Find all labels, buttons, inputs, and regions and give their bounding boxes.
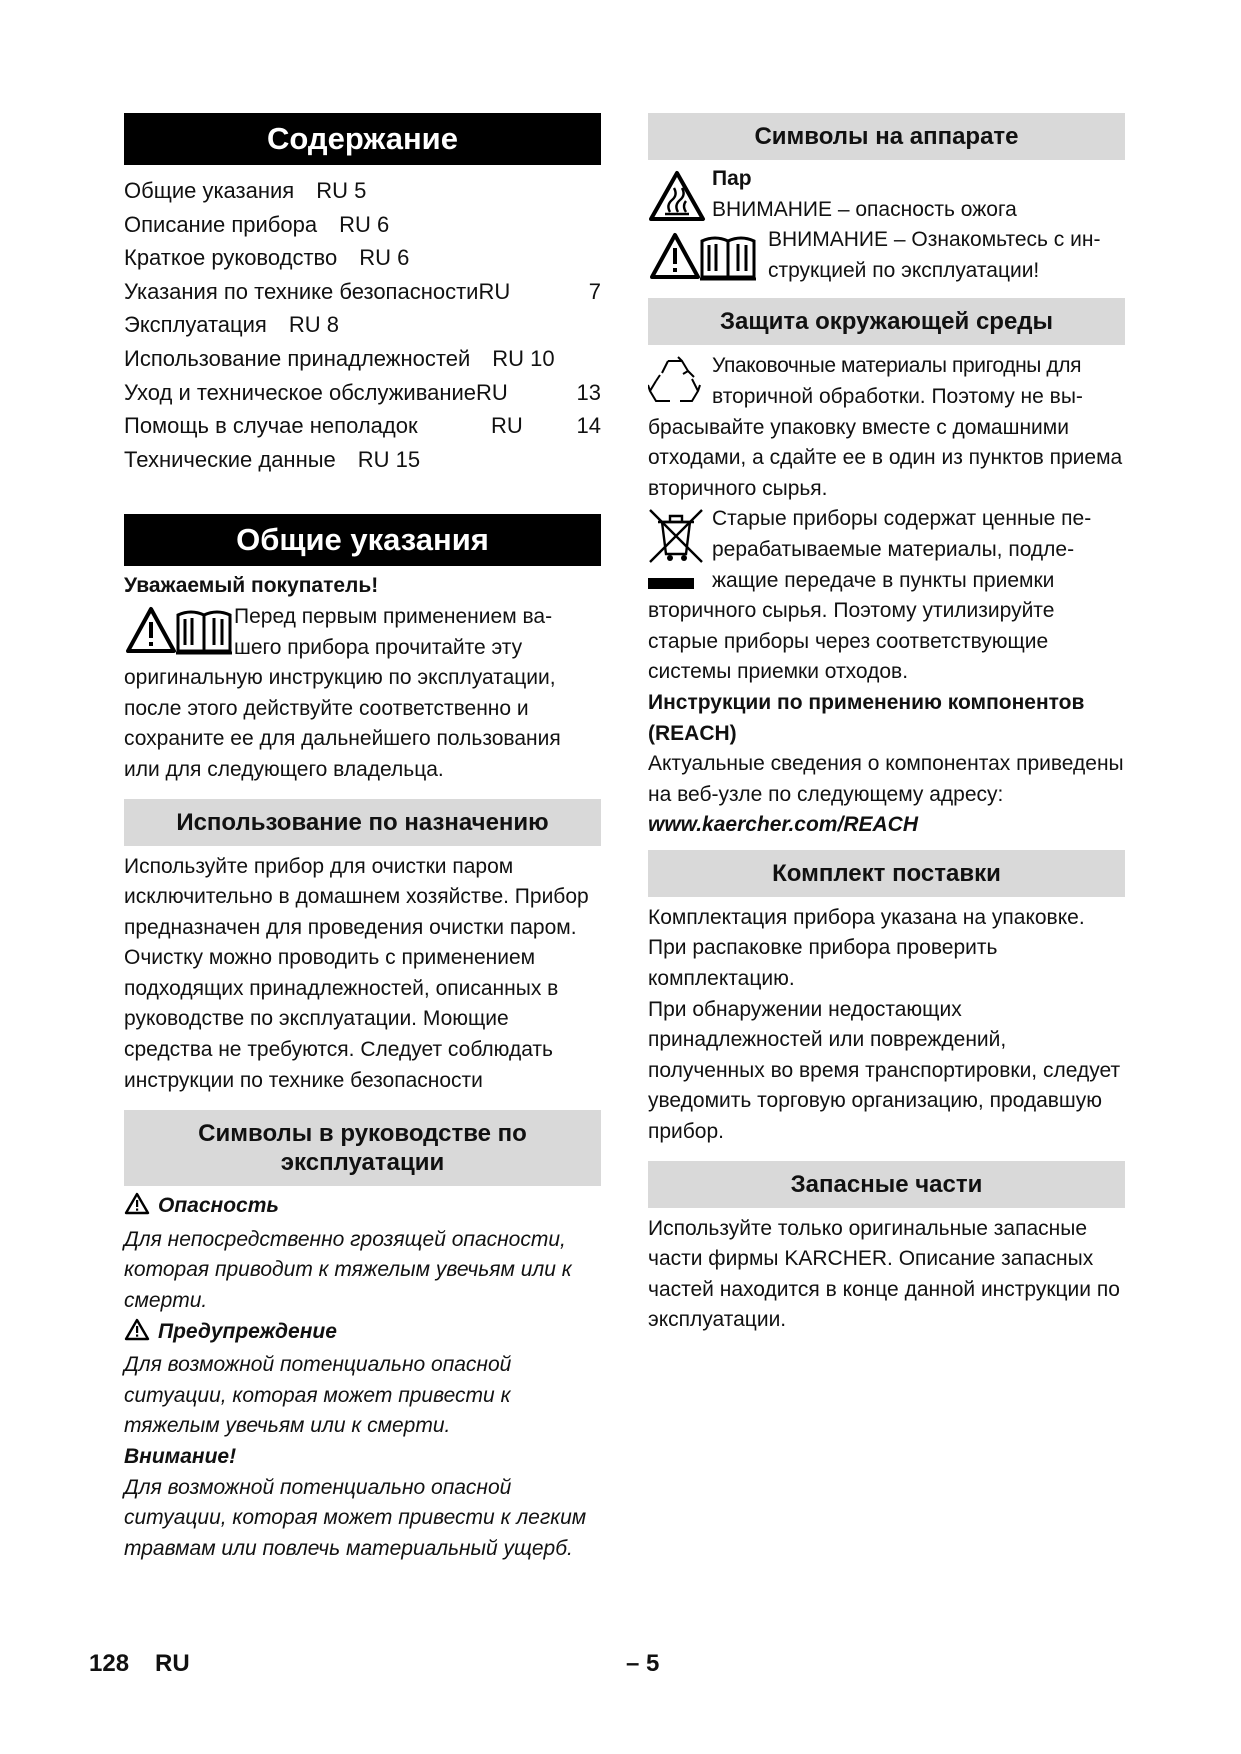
warning-book-icon (648, 225, 768, 283)
hot-steam-warning-icon (648, 164, 712, 222)
packaging-text: брасывайте упаковку вместе с домашними отходами, а сдайте ее в один из пунктов приема вторичного сырья. (648, 415, 1123, 500)
steam-text: ВНИМАНИЕ – опасность ожога (712, 197, 1017, 221)
table-of-contents (124, 174, 601, 476)
toc-item[interactable]: Описание прибора RU 6 (124, 211, 390, 237)
intro-with-icons: Перед первым применением ва- шего прибора прочитайте эту (124, 602, 601, 663)
old-devices-text: вторичного сырья. Поэтому утилизируйте старые приборы через соответствующие системы приемки отходов. (648, 599, 1055, 684)
steam-symbol (648, 164, 1125, 225)
old-devices: Старые приборы содержат ценные пе- рерабатываемые материалы, подле- жащие передаче в пункты приемки (648, 504, 1125, 596)
device-symbols-title: Символы на аппарате (648, 113, 1125, 160)
steam-title: Пар (712, 167, 752, 190)
manual-symbols-title: Символы в руководстве по эксплуатации (124, 1110, 601, 1186)
spares-title: Запасные части (648, 1161, 1125, 1208)
warning-book-icon (124, 602, 234, 657)
toc-item[interactable]: Указания по технике безопасностиRU 7 (124, 278, 601, 304)
usage-text: Используйте прибор для очистки паром исключительно в домашнем хозяйстве. Прибор предназначен для проведения очистки паром. Очистку можно проводить с применением подходящих принадлежностей, описанных в руководстве по эксплуатации. Моющие средства не требуются. Следует соблюдать инструкции по технике безопасности (124, 854, 589, 1092)
environment-title: Защита окружающей среды (648, 298, 1125, 345)
footer-section-page: – 5 (626, 1650, 660, 1677)
reach-title: Инструкции по применению компонентов (REACH) (648, 690, 1085, 745)
toc-title: Содержание (124, 113, 601, 165)
left-column (124, 113, 601, 1564)
greeting: Уважаемый покупатель! (124, 574, 379, 598)
reach-text: Актуальные сведения о компонентах приведены на веб-узле по следующему адресу: (648, 752, 1124, 806)
caution-heading: Внимание! (124, 1445, 237, 1468)
warning-icon (124, 1192, 150, 1225)
crossed-bin-icon (648, 504, 712, 564)
delivery-text-2: При обнаружении недостающих принадлежностей или повреждений, полученных во время транспортировки, следует уведомить торговую организацию, продавшую прибор. (648, 997, 1121, 1144)
reach-link[interactable]: www.kaercher.com/REACH (648, 813, 918, 837)
general-title: Общие указания (124, 514, 601, 566)
toc-item[interactable]: Помощь в случае неполадок RU 14 (124, 413, 601, 439)
warning-icon (124, 1318, 150, 1351)
recycle-icon (648, 351, 712, 405)
toc-item[interactable]: Уход и техническое обслуживаниеRU 13 (124, 379, 601, 405)
caution-text: Для возможной потенциально опасной ситуации, которая может привести к легким травмам или повлечь материальный ущерб. (124, 1475, 587, 1560)
toc-item[interactable]: Использование принадлежностей RU 10 (124, 345, 555, 371)
spares-text: Используйте только оригинальные запасные части фирмы KARCHER. Описание запасных частей находится в конце данной инструкции по эксплуатации. (648, 1216, 1120, 1332)
delivery-title: Комплект поставки (648, 850, 1125, 897)
toc-item[interactable]: Эксплуатация RU 8 (124, 312, 339, 338)
general-text: оригинальную инструкцию по эксплуатации, после этого действуйте соответственно и сохраните ее для дальнейшего пользования или для следующего владельца. (124, 666, 561, 781)
packaging-recycle: Упаковочные материалы пригодны для вторичной обработки. Поэтому не вы- (648, 351, 1125, 412)
delivery-text-1: Комплектация прибора указана на упаковке. При распаковке прибора проверить комплектацию. (648, 905, 1085, 991)
footer-page-number: 128 RU (89, 1650, 190, 1677)
right-column (648, 113, 1125, 1336)
danger-heading: Опасность (124, 1191, 601, 1225)
danger-text: Для непосредственно грозящей опасности, которая приводит к тяжелым увечьям или к смерти. (124, 1227, 572, 1313)
toc-item[interactable]: Технические данные RU 15 (124, 446, 421, 472)
toc-item[interactable]: Общие указания RU 5 (124, 178, 367, 203)
toc-item[interactable]: Краткое руководство RU 6 (124, 245, 410, 271)
read-manual-symbol: ВНИМАНИЕ – Ознакомьтесь с ин- струкцией по эксплуатации! (648, 225, 1125, 286)
warning-text: Для возможной потенциально опасной ситуации, которая может привести к тяжелым увечьям или к смерти. (124, 1353, 512, 1438)
bin-underline-bar (648, 578, 694, 589)
warning-heading: Предупреждение (124, 1317, 601, 1351)
usage-title: Использование по назначению (124, 799, 601, 846)
